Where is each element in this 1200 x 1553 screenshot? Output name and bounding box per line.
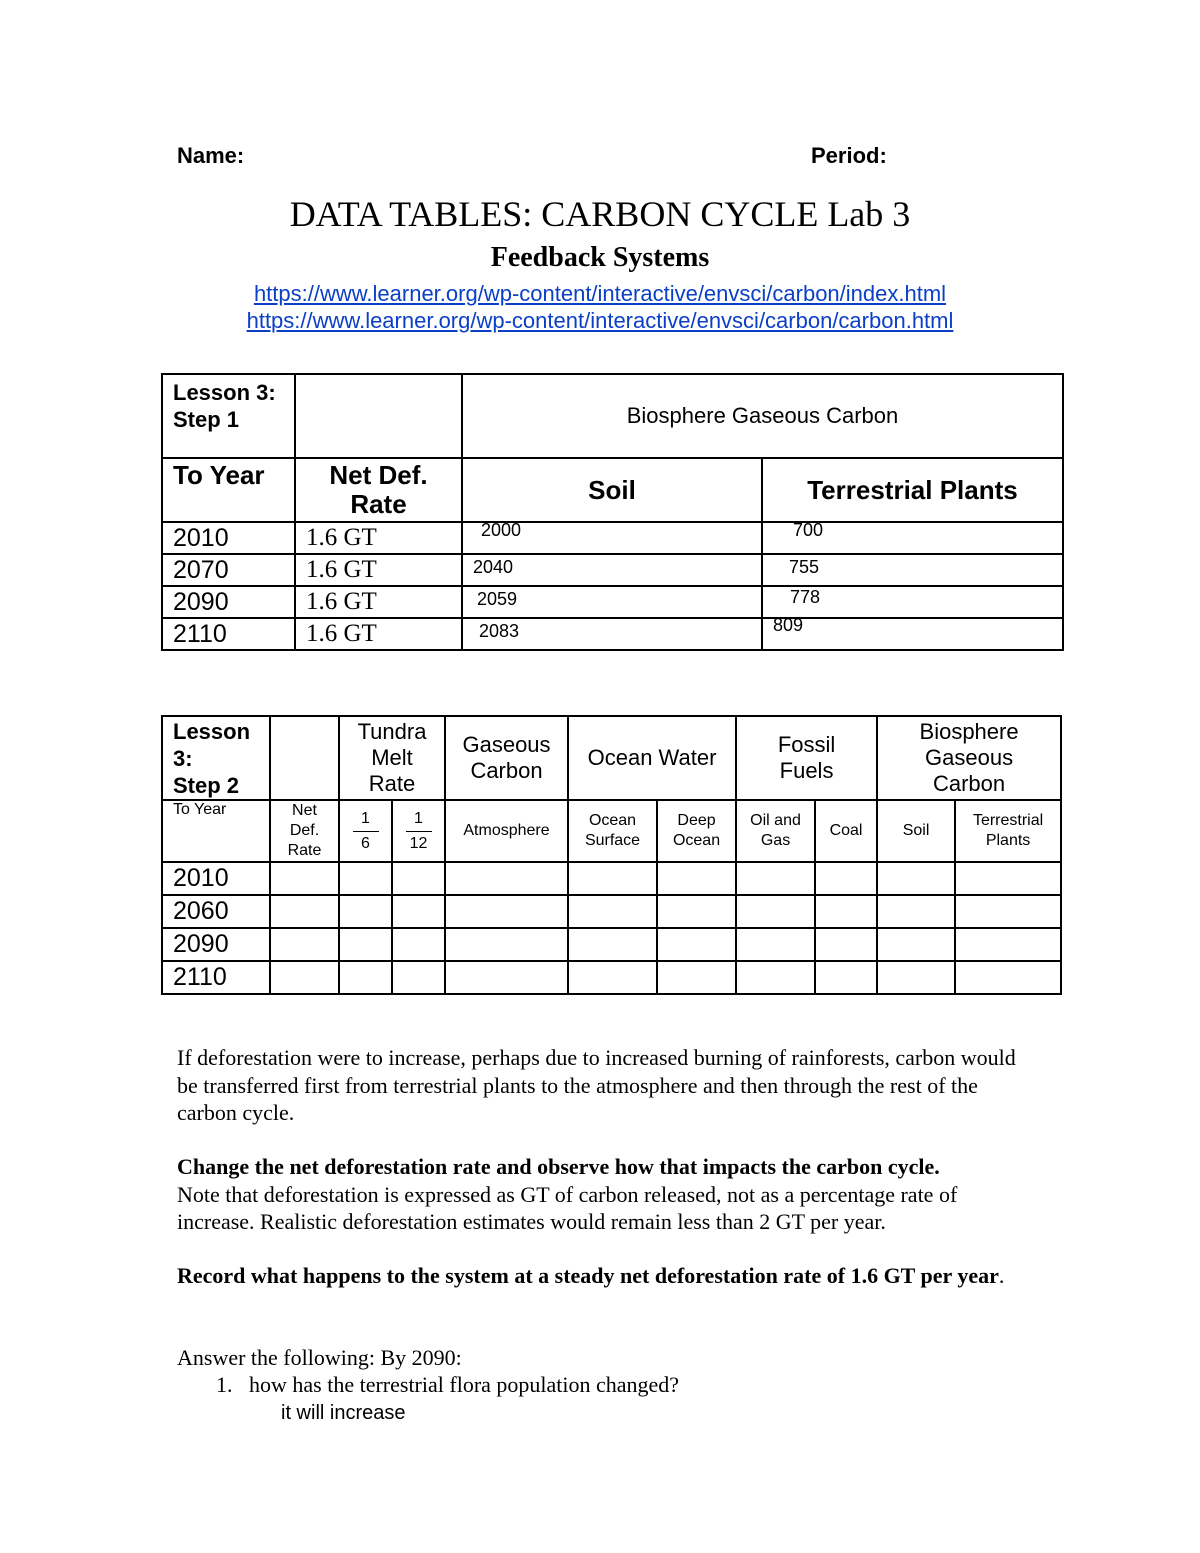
plants-cell[interactable] — [762, 554, 1063, 586]
sub-atmosphere-header: Atmosphere — [445, 800, 568, 862]
data-cell[interactable] — [339, 895, 392, 928]
sub-oil-gas-header — [736, 800, 815, 862]
sub-surface-line: Ocean — [588, 812, 637, 829]
gaseous-line: Gaseous — [462, 732, 551, 757]
data-cell[interactable] — [815, 928, 877, 961]
data-cell[interactable] — [736, 961, 815, 994]
tundra-line: Tundra — [357, 719, 427, 744]
step1-table — [161, 373, 1064, 651]
fraction-numerator: 1 — [361, 810, 370, 827]
sub-plants-line: Terrestrial — [972, 812, 1044, 829]
plants-cell[interactable] — [762, 615, 1063, 650]
data-cell[interactable] — [955, 961, 1061, 994]
data-cell[interactable] — [736, 862, 815, 895]
data-cell[interactable] — [270, 862, 339, 895]
data-cell[interactable] — [392, 928, 445, 961]
question-number: 1. — [216, 1372, 233, 1397]
table-row — [162, 522, 1063, 554]
plants-cell[interactable] — [762, 586, 1063, 618]
soil-cell[interactable] — [462, 554, 762, 586]
fossil-fuels-header — [736, 716, 877, 800]
table-row — [162, 895, 1061, 928]
table-row — [162, 862, 1061, 895]
data-cell[interactable] — [955, 895, 1061, 928]
year-cell: 2090 — [162, 928, 270, 961]
rate-cell: 1.6 GT — [295, 618, 462, 650]
table-row — [162, 928, 1061, 961]
ocean-water-header: Ocean Water — [568, 716, 736, 800]
col-rate-header — [295, 458, 462, 522]
soil-cell[interactable] — [462, 522, 762, 554]
sub-deep-line: Deep — [677, 812, 716, 829]
col-soil-header: Soil — [462, 458, 762, 522]
data-cell[interactable] — [955, 928, 1061, 961]
data-cell[interactable] — [445, 961, 568, 994]
link-index[interactable]: https://www.learner.org/wp-content/interactive/envsci/carbon/index.html — [253, 281, 947, 306]
sub-oil-line: Gas — [760, 832, 791, 849]
data-cell[interactable] — [815, 862, 877, 895]
year-cell: 2070 — [162, 554, 295, 586]
data-cell[interactable] — [270, 895, 339, 928]
biosphere-header — [877, 716, 1061, 800]
table-row — [162, 374, 1063, 458]
rate-cell: 1.6 GT — [295, 522, 462, 554]
col-plants-header: Terrestrial Plants — [762, 458, 1063, 522]
year-cell: 2110 — [162, 618, 295, 650]
sub-rate-line: Net — [292, 802, 317, 819]
tundra-line: Melt — [371, 745, 413, 770]
data-cell[interactable] — [815, 961, 877, 994]
year-cell: 2010 — [162, 522, 295, 554]
page-subtitle: Feedback Systems — [490, 242, 710, 273]
table-row — [162, 618, 1063, 650]
data-cell[interactable] — [339, 928, 392, 961]
sub-deep-line: Ocean — [672, 832, 721, 849]
sub-plants-line: Plants — [985, 832, 1031, 849]
table-row — [162, 554, 1063, 586]
sub-soil-header: Soil — [877, 800, 955, 862]
fraction-denominator: 12 — [409, 835, 428, 852]
data-cell[interactable] — [877, 895, 955, 928]
intro-paragraph: If deforestation were to increase, perhaps due to increased burning of rainforests, carbon would be transferred first from terrestrial plants to the atmosphere and then through the rest of the carbon cycle. — [177, 1045, 1016, 1125]
data-cell[interactable] — [392, 862, 445, 895]
fraction-denominator: 6 — [361, 835, 370, 852]
data-cell[interactable] — [568, 961, 657, 994]
biosphere-line: Biosphere — [919, 719, 1019, 744]
sub-surface-line: Surface — [584, 832, 641, 849]
data-cell[interactable] — [736, 895, 815, 928]
year-cell: 2010 — [162, 862, 270, 895]
table-row — [162, 961, 1061, 994]
plants-value: 755 — [789, 557, 820, 577]
soil-value: 2040 — [473, 557, 514, 577]
question-1 — [216, 1372, 679, 1398]
data-cell[interactable] — [568, 862, 657, 895]
soil-cell[interactable] — [462, 618, 762, 650]
record-tail: . — [998, 1263, 1005, 1288]
fraction-sixth-header — [339, 800, 392, 862]
soil-cell[interactable] — [462, 586, 762, 618]
data-cell[interactable] — [270, 961, 339, 994]
sub-rate-header — [270, 800, 339, 862]
biosphere-line: Carbon — [932, 771, 1006, 796]
table-row — [162, 586, 1063, 618]
data-cell[interactable] — [392, 895, 445, 928]
tundra-header — [339, 716, 445, 800]
plants-value: 809 — [773, 615, 804, 635]
fraction-numerator: 1 — [414, 810, 423, 827]
step-label: Step 1 — [173, 407, 240, 432]
instruction-bold: Change the net deforestation rate and observe how that impacts the carbon cycle. — [177, 1154, 940, 1179]
instruction-note: Note that deforestation is expressed as GT of carbon released, not as a percentage rate of increase. Realistic deforestation estimates would remain less than 2 GT per year. — [177, 1181, 958, 1234]
lesson-header — [162, 374, 295, 458]
rate-cell: 1.6 GT — [295, 586, 462, 618]
col-rate-line: Rate — [350, 489, 407, 519]
record-bold: Record what happens to the system at a steady net deforestation rate of 1.6 GT per year — [177, 1263, 999, 1288]
data-cell[interactable] — [445, 862, 568, 895]
lesson-label: Lesson 3: — [173, 380, 276, 405]
year-cell: 2060 — [162, 895, 270, 928]
record-paragraph — [177, 1262, 1037, 1290]
table-row — [162, 800, 1061, 862]
data-cell[interactable] — [657, 895, 736, 928]
data-cell[interactable] — [392, 961, 445, 994]
name-label: Name: — [177, 143, 245, 168]
empty-cell — [295, 374, 462, 458]
step2-table — [161, 715, 1062, 995]
biosphere-line: Gaseous — [925, 745, 1014, 770]
data-cell[interactable] — [657, 961, 736, 994]
sub-year-header: To Year — [162, 800, 270, 862]
answer-prompt: Answer the following: By 2090: — [177, 1345, 462, 1370]
instruction-paragraph — [177, 1153, 1037, 1236]
year-cell: 2090 — [162, 586, 295, 618]
data-cell[interactable] — [339, 961, 392, 994]
gaseous-line: Carbon — [470, 758, 543, 783]
biosphere-group-header: Biosphere Gaseous Carbon — [462, 374, 1063, 458]
link-carbon[interactable]: https://www.learner.org/wp-content/interactive/envsci/carbon/carbon.html — [246, 308, 954, 333]
data-cell[interactable] — [657, 928, 736, 961]
sub-coal-header: Coal — [815, 800, 877, 862]
lesson-label: 3: — [173, 745, 193, 771]
soil-value: 2059 — [477, 589, 518, 609]
col-rate-line: Net Def. — [329, 460, 428, 490]
data-cell[interactable] — [815, 895, 877, 928]
col-year-header: To Year — [162, 458, 295, 522]
data-cell[interactable] — [736, 928, 815, 961]
plants-cell[interactable] — [762, 522, 1063, 554]
step-label: Step 2 — [173, 772, 240, 798]
data-cell[interactable] — [270, 928, 339, 961]
data-cell[interactable] — [339, 862, 392, 895]
year-cell: 2110 — [162, 961, 270, 994]
question-text: how has the terrestrial flora population changed? — [249, 1372, 680, 1397]
soil-value: 2000 — [481, 520, 522, 540]
data-cell[interactable] — [877, 862, 955, 895]
table-row — [162, 458, 1063, 522]
lesson-label: Lesson — [173, 718, 251, 744]
data-cell[interactable] — [568, 895, 657, 928]
fraction-twelfth-header — [392, 800, 445, 862]
sub-rate-line: Rate — [287, 842, 322, 859]
plants-value: 778 — [790, 587, 821, 607]
gaseous-carbon-header — [445, 716, 568, 800]
data-cell[interactable] — [445, 928, 568, 961]
plants-value: 700 — [793, 520, 824, 540]
answer-1[interactable]: it will increase — [281, 1402, 406, 1424]
sub-plants-header — [955, 800, 1061, 862]
soil-value: 2083 — [479, 621, 520, 641]
rate-cell: 1.6 GT — [295, 554, 462, 586]
sub-rate-line: Def. — [289, 822, 320, 839]
sub-deep-ocean-header — [657, 800, 736, 862]
period-label: Period: — [811, 143, 887, 168]
data-cell[interactable] — [877, 928, 955, 961]
sub-oil-line: Oil and — [750, 812, 801, 829]
tundra-line: Rate — [368, 771, 416, 796]
data-cell[interactable] — [955, 862, 1061, 895]
data-cell[interactable] — [657, 862, 736, 895]
empty-cell — [270, 716, 339, 800]
lesson-header — [162, 716, 270, 800]
data-cell[interactable] — [445, 895, 568, 928]
data-cell[interactable] — [877, 961, 955, 994]
fossil-line: Fuels — [779, 758, 834, 783]
table-row — [162, 716, 1061, 800]
fossil-line: Fossil — [777, 732, 836, 757]
sub-ocean-surface-header — [568, 800, 657, 862]
data-cell[interactable] — [568, 928, 657, 961]
page-title: DATA TABLES: CARBON CYCLE Lab 3 — [289, 194, 911, 234]
